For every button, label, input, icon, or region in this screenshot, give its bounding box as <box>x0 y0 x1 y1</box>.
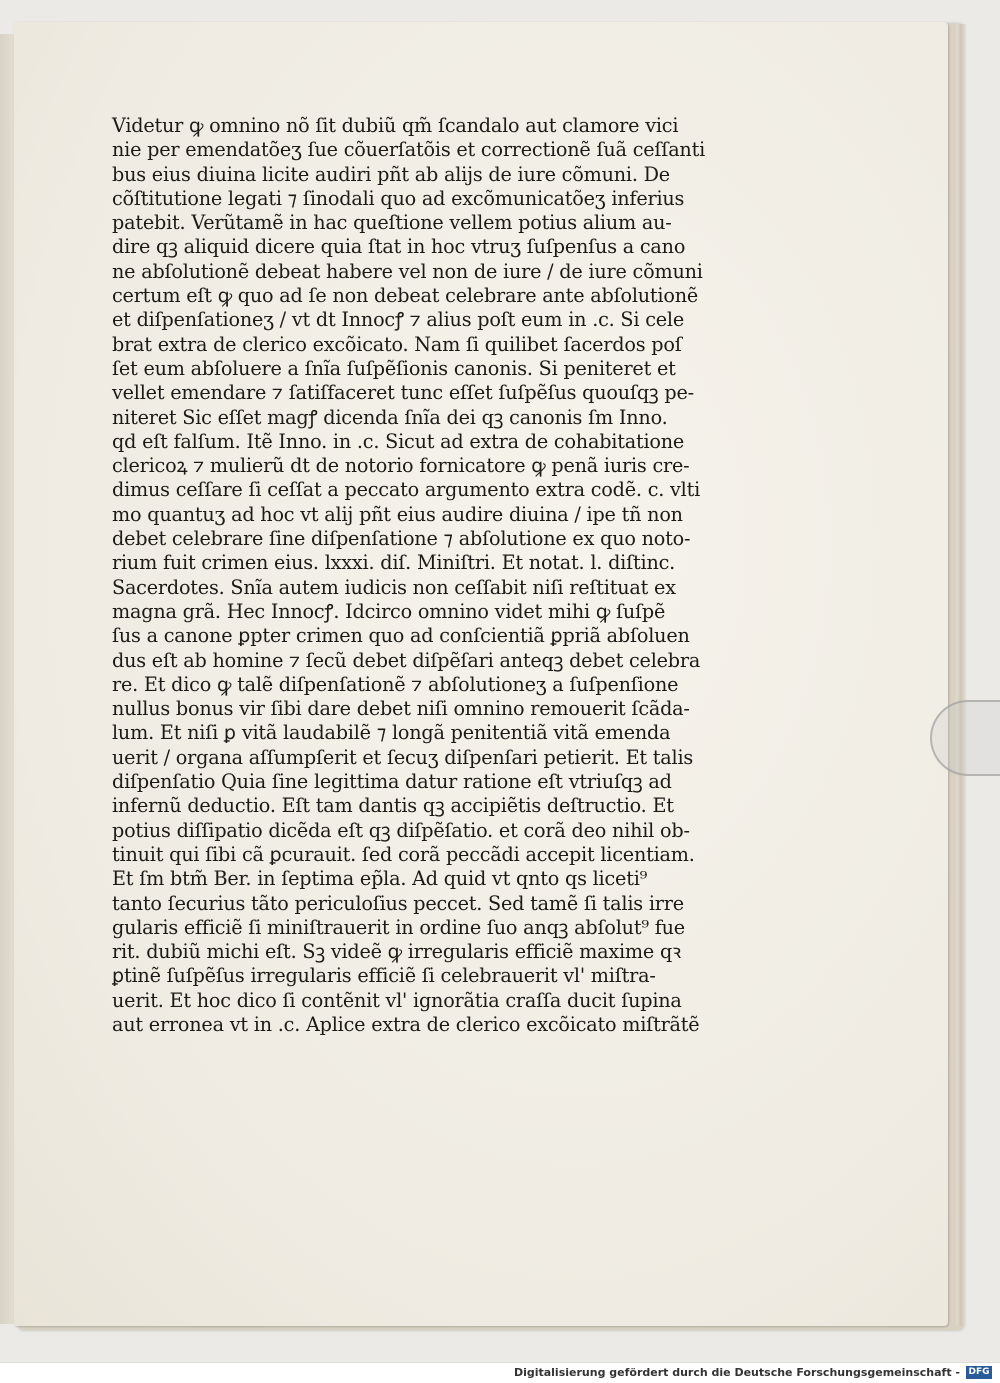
text-line: rit. dubiũ michi eſt. Sꝫ videẽ ꝙ irregularis efficiẽ maxime qꝛ <box>112 940 681 964</box>
text-line: nie per emendatõeʒ ſue cõuerſatõis et correctionẽ ſuã ceſſanti <box>112 138 706 162</box>
text-line: magna grã. Hec Innocꝭ. Idcirco omnino videt mihi ꝙ ſuſpẽ <box>112 599 666 623</box>
text-line: lum. Et niſi ꝑ vitã laudabilẽ ⁊ longã penitentiã vitã emenda <box>112 721 671 745</box>
text-line: clericoꝝ ⁊ mulierũ dt de notorio fornicatore ꝙ penã iuris cre- <box>112 454 690 478</box>
text-line: uerit. Et hoc dico ſi contẽnit vl' ignorãtia craſſa ducit ſupina <box>112 988 682 1012</box>
text-line: re. Et dico ꝙ talẽ diſpenſationẽ ⁊ abſolutioneʒ a ſuſpenſione <box>112 672 679 696</box>
text-line: bus eius diuina licite audiri pñt ab alijs de iure cõmuni. De <box>112 162 670 186</box>
text-line: ꝑtinẽ ſuſpẽſus irregularis efficiẽ ſi celebrauerit vl' miſtra- <box>112 964 656 988</box>
text-line: gularis efficiẽ ſi miniſtrauerit in ordine ſuo anqꝫ abſolut⁹ fue <box>112 915 685 939</box>
text-line: certum eſt ꝙ quo ad ſe non debeat celebrare ante abſolutionẽ <box>112 284 699 308</box>
dfg-logo: DFG <box>966 1366 992 1379</box>
text-line: niteret Sic eſſet magꝭ dicenda ſnĩa dei qꝫ canonis ſm Inno. <box>112 405 668 429</box>
text-line: qd eſt falſum. Itẽ Inno. in .c. Sicut ad extra de cohabitatione <box>112 429 685 453</box>
text-line: dire qꝫ aliquid dicere quia ſtat in hoc vtruʒ ſuſpenſus a cano <box>112 235 686 259</box>
text-line: mo quantuʒ ad hoc vt alij pñt eius audire diuina / ipe tñ non <box>112 502 683 526</box>
text-line: et diſpenſationeʒ / vt dt Innocꝭ ⁊ alius poſt eum in .c. Si cele <box>112 308 685 332</box>
text-line: dus eſt ab homine ⁊ ſecũ debet diſpẽſari anteqꝫ debet celebra <box>112 648 701 672</box>
text-line: Videtur ꝙ omnino nõ ſit dubiũ qm̃ ſcandalo aut clamore vici <box>112 114 679 137</box>
text-line: potius diſſipatio dicẽda eſt qꝫ diſpẽſatio. et corã deo nihil ob- <box>112 818 690 842</box>
funding-credit: Digitalisierung gefördert durch die Deutsche Forschungsgemeinschaft - <box>513 1366 960 1379</box>
text-line: ſet eum abſoluere a ſnĩa ſuſpẽſionis canonis. Si peniteret et <box>112 356 676 380</box>
incunabula-text-block <box>112 114 772 1037</box>
text-line: infernũ deductio. Eſt tam dantis qꝫ accipiẽtis deſtructio. Et <box>112 794 674 818</box>
text-line: cõſtitutione legati ⁊ ſinodali quo ad excõmunicatõeʒ inferius <box>112 186 685 210</box>
text-line: rium fuit crimen eius. lxxxi. diſ. Miniſtri. Et notat. l. diſtinc. <box>112 551 676 575</box>
text-line: tinuit qui ſibi cã ꝑcurauit. ſed corã peccãdi accepit licentiam. <box>112 842 695 866</box>
text-line: Et ſm btm̃ Ber. in ſeptima ep̃la. Ad quid vt qnto qs liceti⁹ <box>112 867 648 891</box>
text-line: diſpenſatio Quia ſine legittima datur ratione eſt vtriuſqꝫ ad <box>112 770 672 794</box>
footer-bar <box>0 1362 1000 1383</box>
text-line: ſus a canone ꝑpter crimen quo ad conſcientiã ꝑpriã abſoluen <box>112 624 690 648</box>
text-line: dimus ceſſare ſi ceſſat a peccato argumento extra codẽ. c. vlti <box>112 478 701 502</box>
text-line: Sacerdotes. Snĩa autem iudicis non ceſſabit niſi reſtituat ex <box>112 575 676 599</box>
text-line: aut erronea vt in .c. Aplice extra de clerico excõicato miſtrãtẽ <box>112 1012 700 1036</box>
text-line: tanto ſecurius tãto periculoſius peccet. Sed tamẽ ſi talis irre <box>112 891 684 915</box>
page-clip <box>930 700 1000 776</box>
text-line: vellet emendare ⁊ ſatiſfaceret tunc eſſet ſuſpẽſus quouſqꝫ pe- <box>112 381 694 405</box>
text-line: brat extra de clerico excõicato. Nam ſi quilibet ſacerdos poſ <box>112 332 682 356</box>
text-line: patebit. Verũtamẽ in hac queſtione vellem potius alium au- <box>112 211 672 235</box>
text-line: nullus bonus vir ſibi dare debet niſi omnino remouerit ſcãda- <box>112 697 690 721</box>
text-line: ne abſolutionẽ debeat habere vel non de iure / de iure cõmuni <box>112 259 703 283</box>
page-fore-edge <box>956 24 966 1326</box>
text-line: uerit / organa aſſumpſerit et ſecuʒ diſpenſari petierit. Et talis <box>112 745 694 769</box>
text-line: debet celebrare ſine diſpenſatione ⁊ abſolutione ex quo noto- <box>112 527 691 551</box>
